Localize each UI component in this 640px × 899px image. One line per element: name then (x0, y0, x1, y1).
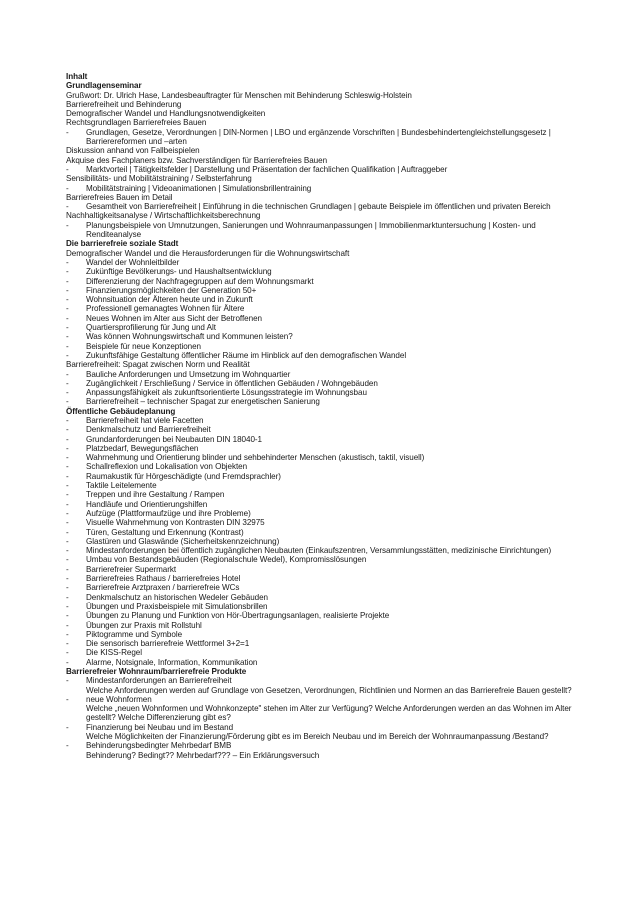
list-item (66, 630, 586, 639)
bullet-dash: - (66, 267, 69, 277)
bullet-dash: - (66, 332, 69, 342)
list-item-text: Bauliche Anforderungen und Umsetzung im Wohnquartier (86, 369, 291, 379)
bullet-dash (66, 686, 86, 695)
list-item-text: neue Wohnformen (86, 694, 152, 704)
list-item-text: Zukünftige Bevölkerungs- und Haushaltsentwicklung (86, 267, 272, 277)
list-item (66, 490, 586, 499)
list-item (66, 425, 586, 434)
bullet-dash: - (66, 546, 69, 556)
list-item (66, 416, 586, 425)
paragraph-line: Demografischer Wandel und Handlungsnotwendigkeiten (66, 109, 266, 119)
bullet-dash: - (66, 574, 69, 584)
list-item (66, 258, 586, 267)
list-item-text: Die KISS-Regel (86, 648, 142, 658)
list-item-text: Welche Anforderungen werden auf Grundlage von Gesetzen, Verordnungen, Richtlinien und Normen an das Barrierefreie Bauen gestellt? (86, 685, 572, 695)
paragraph-line: Akquise des Fachplaners bzw. Sachverständigen für Barrierefreies Bauen (66, 155, 328, 165)
list-item-text: Finanzierung bei Neubau und im Bestand (86, 722, 234, 732)
list-item-text: Welche „neuen Wohnformen und Wohnkonzepte" stehen im Alter zur Verfügung? Welche Anforderungen werden an das Wohnen im Alter gestellt? Welche Differenzierung gibt es? (86, 704, 572, 723)
paragraph-line: Barrierefreiheit und Behinderung (66, 99, 182, 109)
bullet-dash: - (66, 453, 69, 463)
bullet-dash: - (66, 127, 69, 137)
paragraph-line: Barrierefreies Bauen im Detail (66, 192, 173, 202)
list-item (66, 304, 586, 313)
list-item-text: Grundanforderungen bei Neubauten DIN 18040-1 (86, 434, 262, 444)
list-item-text: Barrierefreie Arztpraxen / barrierefreie WCs (86, 583, 240, 593)
list-item (66, 574, 586, 583)
list-item (66, 379, 586, 388)
bullet-dash: - (66, 202, 69, 212)
bullet-dash: - (66, 518, 69, 528)
bullet-dash: - (66, 183, 69, 193)
bullet-dash: - (66, 490, 69, 500)
list-item-text: Barrierefreiheit hat viele Facetten (86, 415, 204, 425)
bullet-dash: - (66, 462, 69, 472)
bullet-dash (66, 704, 86, 723)
list-item (66, 500, 586, 509)
bullet-dash: - (66, 369, 69, 379)
list-item (66, 621, 586, 630)
list-item (66, 639, 586, 648)
list-item (66, 695, 586, 704)
list-item (66, 286, 586, 295)
bullet-dash: - (66, 620, 69, 630)
list-item (66, 537, 586, 546)
bullet-dash: - (66, 471, 69, 481)
list-item (66, 723, 586, 732)
paragraph-line: Rechtsgrundlagen Barrierefreies Bauen (66, 118, 207, 128)
list-item (66, 481, 586, 490)
bullet-dash: - (66, 611, 69, 621)
list-item (66, 602, 586, 611)
bullet-dash: - (66, 601, 69, 611)
list-item-text: Denkmalschutz an historischen Wedeler Gebäuden (86, 592, 269, 602)
list-item (66, 202, 586, 211)
list-item-text: Mindestanforderungen an Barrierefreiheit (86, 676, 232, 686)
section-heading: Die barrierefreie soziale Stadt (66, 239, 179, 249)
list-item-text: Marktvorteil | Tätigkeitsfelder | Darstellung und Präsentation der fachlichen Qualifikation | Auftraggeber (86, 164, 448, 174)
bullet-dash: - (66, 694, 69, 704)
list-item (66, 676, 586, 685)
list-item-text: Alarme, Notsignale, Information, Kommunikation (86, 657, 258, 667)
list-item-text: Barrierefreier Supermarkt (86, 564, 177, 574)
section-heading: Inhalt (66, 72, 88, 81)
bullet-dash: - (66, 295, 69, 305)
bullet-dash: - (66, 629, 69, 639)
list-item-text: Raumakustik für Hörgeschädigte (und Fremdsprachler) (86, 471, 281, 481)
bullet-dash: - (66, 313, 69, 323)
bullet-dash (66, 751, 86, 760)
list-item (66, 397, 586, 406)
list-item (66, 128, 586, 147)
list-item-text: Platzbedarf, Bewegungsflächen (86, 443, 199, 453)
list-item-text: Taktile Leitelemente (86, 481, 157, 491)
list-item-text: Wandel der Wohnleitbilder (86, 257, 180, 267)
bullet-dash: - (66, 164, 69, 174)
bullet-dash: - (66, 536, 69, 546)
section-heading: Barrierefreier Wohnraum/barrierefreie Produkte (66, 667, 247, 676)
list-item-text: Piktogramme und Symbole (86, 629, 183, 639)
list-item (66, 555, 586, 564)
bullet-dash: - (66, 508, 69, 518)
bullet-dash: - (66, 443, 69, 453)
list-item-description (66, 732, 586, 741)
list-item (66, 611, 586, 620)
list-item (66, 472, 586, 481)
bullet-dash: - (66, 397, 69, 407)
bullet-dash: - (66, 741, 69, 751)
bullet-dash: - (66, 481, 69, 491)
list-item-text: Quartiersprofilierung für Jung und Alt (86, 323, 216, 333)
list-item (66, 184, 586, 193)
bullet-dash: - (66, 220, 69, 230)
list-item-text: Mindestanforderungen bei öffentlich zugänglichen Neubauten (Einkaufszentren, Versammlungsstätten, medizinische Einrichtungen) (86, 546, 552, 556)
list-item (66, 462, 586, 471)
list-item-text: Behinderung? Bedingt?? Mehrbedarf??? – Ein Erklärungsversuch (86, 750, 320, 760)
list-item-text: Gesamtheit von Barrierefreiheit | Einführung in die technischen Grundlagen | gebaute Beispiele im öffentlichen und privaten Bereich (86, 202, 551, 212)
list-item-text: Was können Wohnungswirtschaft und Kommunen leisten? (86, 332, 293, 342)
list-item (66, 528, 586, 537)
list-item (66, 342, 586, 351)
list-item-text: Finanzierungsmöglichkeiten der Generation 50+ (86, 285, 257, 295)
list-item (66, 648, 586, 657)
list-item-text: Die sensorisch barrierefreie Wettformel 3+2=1 (86, 639, 250, 649)
list-item-text: Barrierefreiheit – technischer Spagat zur energetischen Sanierung (86, 397, 320, 407)
bullet-dash (66, 732, 86, 741)
list-item-text: Barrierefreies Rathaus / barrierefreies Hotel (86, 574, 241, 584)
bullet-dash: - (66, 722, 69, 732)
list-item-text: Übungen zur Praxis mit Rollstuhl (86, 620, 202, 630)
list-item (66, 546, 586, 555)
list-item-text: Türen, Gestaltung und Erkennung (Kontrast) (86, 527, 244, 537)
bullet-dash: - (66, 592, 69, 602)
list-item-text: Wohnsituation der Älteren heute und in Zukunft (86, 295, 253, 305)
section-heading: Grundlagenseminar (66, 81, 142, 91)
paragraph-line: Nachhaltigkeitsanalyse / Wirtschaftlichkeitsberechnung (66, 211, 261, 221)
list-item-text: Anpassungsfähigkeit als zukunftsorientierte Lösungsstrategie im Wohnungsbau (86, 388, 367, 398)
list-item-text: Planungsbeispiele von Umnutzungen, Sanierungen und Wohnraumanpassungen | Immobilienmarktuntersuchung | Kosten- und Renditeanalyse (86, 220, 536, 240)
bullet-dash: - (66, 583, 69, 593)
bullet-dash: - (66, 676, 69, 686)
list-item (66, 267, 586, 276)
bullet-dash: - (66, 639, 69, 649)
list-item-text: Professionell gemanagtes Wohnen für Ältere (86, 304, 245, 314)
bullet-dash: - (66, 434, 69, 444)
bullet-dash: - (66, 527, 69, 537)
list-item-text: Zugänglichkeit / Erschließung / Service in öffentlichen Gebäuden / Wohngebäuden (86, 378, 378, 388)
section-heading: Öffentliche Gebäudeplanung (66, 406, 176, 416)
paragraph-line: Sensibilitäts- und Mobilitätstraining / Selbsterfahrung (66, 174, 252, 184)
list-item (66, 518, 586, 527)
paragraph-line: Grußwort: Dr. Ulrich Hase, Landesbeauftragter für Menschen mit Behinderung Schleswig-Holstein (66, 90, 412, 100)
list-item (66, 295, 586, 304)
list-item (66, 370, 586, 379)
bullet-dash: - (66, 276, 69, 286)
bullet-dash: - (66, 350, 69, 360)
document-body (66, 72, 586, 760)
list-item (66, 741, 586, 750)
list-item (66, 509, 586, 518)
list-item-description (66, 751, 586, 760)
list-item (66, 583, 586, 592)
bullet-dash: - (66, 499, 69, 509)
list-item-text: Visuelle Wahrnehmung von Kontrasten DIN 32975 (86, 518, 265, 528)
list-item-text: Beispiele für neue Konzeptionen (86, 341, 201, 351)
list-item-text: Übungen und Praxisbeispiele mit Simulationsbrillen (86, 601, 268, 611)
list-item-text: Welche Möglichkeiten der Finanzierung/Förderung gibt es im Bereich Neubau und im Bereich der Wohnraumanpassung /Bestand? (86, 732, 549, 742)
bullet-dash: - (66, 257, 69, 267)
list-item-text: Schallreflexion und Lokalisation von Objekten (86, 462, 248, 472)
list-item (66, 221, 586, 240)
bullet-dash: - (66, 564, 69, 574)
list-item-text: Glastüren und Glaswände (Sicherheitskennzeichnung) (86, 536, 280, 546)
list-item (66, 165, 586, 174)
list-item-text: Differenzierung der Nachfragegruppen auf dem Wohnungsmarkt (86, 276, 314, 286)
list-item (66, 435, 586, 444)
list-item-text: Wahrnehmung und Orientierung blinder und sehbehinderter Menschen (akustisch, taktil, visuell) (86, 453, 425, 463)
bullet-dash: - (66, 323, 69, 333)
bullet-dash: - (66, 285, 69, 295)
list-item (66, 277, 586, 286)
list-item (66, 332, 586, 341)
list-item-text: Aufzüge (Plattformaufzüge und ihre Probleme) (86, 508, 251, 518)
list-item-text: Treppen und ihre Gestaltung / Rampen (86, 490, 225, 500)
bullet-dash: - (66, 648, 69, 658)
bullet-dash: - (66, 425, 69, 435)
bullet-dash: - (66, 415, 69, 425)
list-item (66, 388, 586, 397)
list-item (66, 565, 586, 574)
list-item-text: Behinderungsbedingter Mehrbedarf BMB (86, 741, 232, 751)
list-item-text: Handläufe und Orientierungshilfen (86, 499, 208, 509)
list-item-description (66, 686, 586, 695)
list-item (66, 593, 586, 602)
list-item-description (66, 704, 586, 723)
paragraph-line: Barrierefreiheit: Spagat zwischen Norm und Realität (66, 360, 250, 370)
paragraph-line: Diskussion anhand von Fallbeispielen (66, 146, 200, 156)
bullet-dash: - (66, 304, 69, 314)
bullet-dash: - (66, 341, 69, 351)
bullet-dash: - (66, 388, 69, 398)
list-item-text: Mobilitätstraining | Videoanimationen | Simulationsbrillentraining (86, 183, 312, 193)
list-item-text: Grundlagen, Gesetze, Verordnungen | DIN-Normen | LBO und ergänzende Vorschriften | Bundesbehindertengleichstellungsgesetz | Barrierereformen und –arten (86, 127, 551, 147)
list-item (66, 314, 586, 323)
list-item-text: Zukunftsfähige Gestaltung öffentlicher Räume im Hinblick auf den demografischen Wandel (86, 350, 407, 360)
list-item (66, 444, 586, 453)
bullet-dash: - (66, 378, 69, 388)
list-item (66, 658, 586, 667)
list-item (66, 323, 586, 332)
list-item (66, 453, 586, 462)
bullet-dash: - (66, 657, 69, 667)
list-item-text: Umbau von Bestandsgebäuden (Regionalschule Wedel), Kompromisslösungen (86, 555, 367, 565)
list-item-text: Denkmalschutz und Barrierefreiheit (86, 425, 211, 435)
bullet-dash: - (66, 555, 69, 565)
list-item (66, 351, 586, 360)
list-item-text: Neues Wohnen im Alter aus Sicht der Betroffenen (86, 313, 262, 323)
paragraph-line: Demografischer Wandel und die Herausforderungen für die Wohnungswirtschaft (66, 248, 350, 258)
list-item-text: Übungen zu Planung und Funktion von Hör-Übertragungsanlagen, realisierte Projekte (86, 611, 390, 621)
